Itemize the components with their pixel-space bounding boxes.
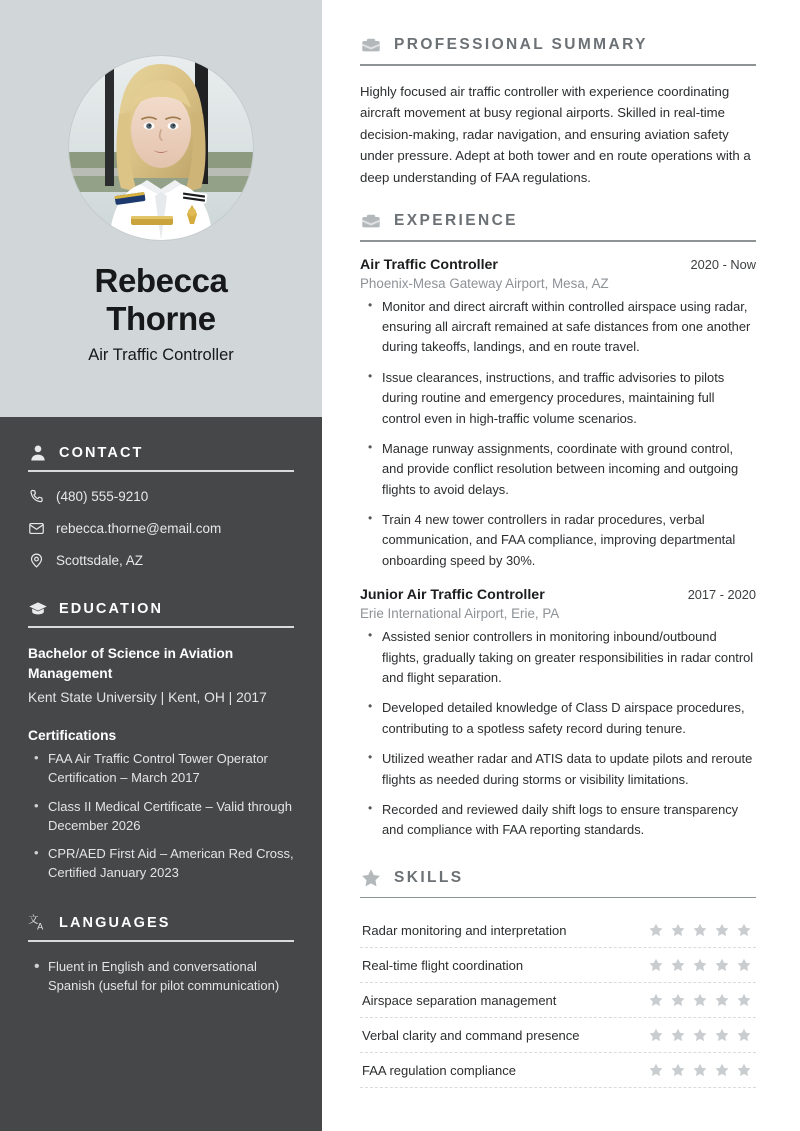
user-icon	[28, 443, 48, 463]
skills-heading-label: SKILLS	[394, 868, 464, 886]
page-title	[95, 262, 228, 337]
star-icon	[670, 1062, 686, 1078]
summary-divider	[360, 64, 756, 66]
skills-heading	[360, 867, 756, 889]
star-icon	[692, 1027, 708, 1043]
briefcase-icon	[360, 210, 382, 232]
list-item: • Monitor and direct aircraft within controlled airspace using radar, ensuring all aircraft remained at safe distances from one another during takeoffs, landings, and en route travel.	[366, 297, 756, 358]
star-icon	[736, 922, 752, 938]
star-icon	[736, 957, 752, 973]
languages-divider	[28, 940, 294, 942]
list-item: • Issue clearances, instructions, and traffic advisories to pilots during routine and emergency procedures, maintaining full control even in high-traffic volume scenarios.	[366, 368, 756, 429]
section-contact	[28, 443, 294, 569]
graduation-cap-icon	[28, 599, 48, 619]
contact-heading-label: CONTACT	[59, 445, 144, 461]
list-item: • FAA Air Traffic Control Tower Operator Certification – March 2017	[32, 750, 294, 788]
star-icon	[648, 922, 664, 938]
job-organization: Erie International Airport, Erie, PA	[360, 606, 560, 622]
experience-divider	[360, 240, 756, 242]
certifications-list	[28, 750, 294, 883]
certifications-heading: Certifications	[28, 728, 117, 743]
svg-text:A: A	[37, 921, 44, 932]
skill-row	[360, 913, 756, 948]
star-icon	[648, 1062, 664, 1078]
envelope-icon	[28, 520, 45, 537]
education-meta: Kent State University | Kent, OH | 2017	[28, 690, 267, 705]
list-item: • CPR/AED First Aid – American Red Cross, Certified January 2023	[32, 845, 294, 883]
contact-email[interactable]	[28, 520, 294, 537]
sidebar	[0, 0, 322, 1131]
star-icon	[714, 922, 730, 938]
contact-phone[interactable]	[28, 488, 294, 505]
svg-text:文: 文	[28, 915, 39, 927]
job-header	[360, 587, 756, 603]
skill-name: Airspace separation management	[362, 992, 557, 1008]
skill-row	[360, 983, 756, 1018]
contact-phone-value: (480) 555-9210	[56, 489, 149, 504]
star-icon	[736, 1027, 752, 1043]
list-item: • Class II Medical Certificate – Valid through December 2026	[32, 798, 294, 836]
contact-location-value: Scottsdale, AZ	[56, 553, 144, 568]
education-heading	[28, 599, 294, 619]
summary-heading-label: PROFESSIONAL SUMMARY	[394, 36, 648, 53]
experience-heading	[360, 210, 756, 232]
avatar	[69, 56, 253, 240]
list-item: • Recorded and reviewed daily shift logs to ensure transparency and compliance with FAA reporting standards.	[366, 800, 756, 841]
star-icon	[648, 1027, 664, 1043]
section-education	[28, 599, 294, 883]
summary-text: Highly focused air traffic controller with experience coordinating aircraft movement at busy regional airports. Skilled in real-time decision-making, radar navigation, and ensuring aviation safety under pressure. Adept at both tower and en route operations with a deep understanding of FAA regulations.	[360, 83, 751, 185]
star-icon	[692, 922, 708, 938]
skill-name: Real-time flight coordination	[362, 957, 524, 973]
phone-icon	[28, 488, 45, 505]
languages-list	[28, 958, 294, 996]
star-icon	[670, 1027, 686, 1043]
star-icon	[648, 957, 664, 973]
profile-header	[0, 0, 322, 417]
skill-rating-stars	[648, 922, 756, 938]
contact-location[interactable]	[28, 552, 294, 569]
job-bullets	[360, 297, 756, 572]
star-icon	[714, 957, 730, 973]
list-item: • Assisted senior controllers in monitoring inbound/outbound flights, gradually taking on greater responsibilities in radar control and flight separation.	[366, 627, 756, 688]
skill-row	[360, 1053, 756, 1088]
skill-row	[360, 1018, 756, 1053]
translate-icon	[28, 913, 48, 933]
job-bullets	[360, 627, 756, 841]
experience-entry	[360, 587, 756, 841]
list-item: • Manage runway assignments, coordinate with ground control, and provide conflict resolution between incoming and outgoing flights to avoid delays.	[366, 439, 756, 500]
education-heading-label: EDUCATION	[59, 601, 164, 617]
star-icon	[714, 1027, 730, 1043]
education-divider	[28, 626, 294, 628]
section-professional-summary	[360, 34, 756, 188]
section-experience	[360, 210, 756, 841]
star-icon	[670, 922, 686, 938]
skill-row	[360, 948, 756, 983]
person-first-name: Rebecca	[94, 262, 228, 299]
contact-divider	[28, 470, 294, 472]
skill-name: FAA regulation compliance	[362, 1062, 516, 1078]
list-item: • Train 4 new tower controllers in radar procedures, verbal communication, and FAA compliance, improving departmental onboarding speed by 30%.	[366, 510, 756, 571]
star-icon	[736, 992, 752, 1008]
star-icon	[670, 992, 686, 1008]
skill-rating-stars	[648, 1062, 756, 1078]
skill-rating-stars	[648, 1027, 756, 1043]
star-icon	[360, 867, 382, 889]
section-skills	[360, 867, 756, 1089]
skill-name: Verbal clarity and command presence	[362, 1027, 580, 1043]
languages-heading-label: LANGUAGES	[59, 915, 171, 932]
star-icon	[692, 957, 708, 973]
star-icon	[648, 992, 664, 1008]
sidebar-body	[0, 417, 322, 996]
person-last-name: Thorne	[106, 299, 216, 337]
skill-rating-stars	[648, 992, 756, 1008]
star-icon	[692, 992, 708, 1008]
list-item: • Developed detailed knowledge of Class D airspace procedures, contributing to a spotless safety record during tenure.	[366, 698, 756, 739]
list-item: • Utilized weather radar and ATIS data to update pilots and reroute flights as needed during storms or visibility limitations.	[366, 749, 756, 790]
star-icon	[714, 992, 730, 1008]
skill-rating-stars	[648, 957, 756, 973]
skill-name: Radar monitoring and interpretation	[362, 922, 567, 938]
star-icon	[692, 1062, 708, 1078]
job-dates: 2017 - 2020	[687, 587, 756, 603]
main-content	[322, 0, 800, 1131]
skills-divider	[360, 897, 756, 899]
education-degree: Bachelor of Science in Aviation Management	[28, 646, 234, 681]
contact-heading	[28, 443, 294, 463]
location-pin-icon	[28, 552, 45, 569]
job-title: Junior Air Traffic Controller	[360, 587, 545, 604]
star-icon	[714, 1062, 730, 1078]
briefcase-icon	[360, 34, 382, 56]
languages-heading	[28, 913, 294, 933]
star-icon	[670, 957, 686, 973]
summary-heading	[360, 34, 756, 56]
section-languages	[28, 913, 294, 996]
portrait-photo	[69, 56, 253, 240]
list-item: • Fluent in English and conversational Spanish (useful for pilot communication)	[32, 958, 294, 996]
job-organization: Phoenix-Mesa Gateway Airport, Mesa, AZ	[360, 275, 609, 291]
experience-heading-label: EXPERIENCE	[394, 212, 518, 230]
job-dates: 2020 - Now	[690, 256, 756, 272]
contact-list	[28, 488, 294, 569]
star-icon	[736, 1062, 752, 1078]
experience-entry	[360, 257, 756, 572]
contact-email-value: rebecca.thorne@email.com	[56, 521, 222, 536]
job-header	[360, 257, 756, 273]
person-job-title: Air Traffic Controller	[88, 346, 234, 365]
job-title: Air Traffic Controller	[360, 256, 498, 273]
